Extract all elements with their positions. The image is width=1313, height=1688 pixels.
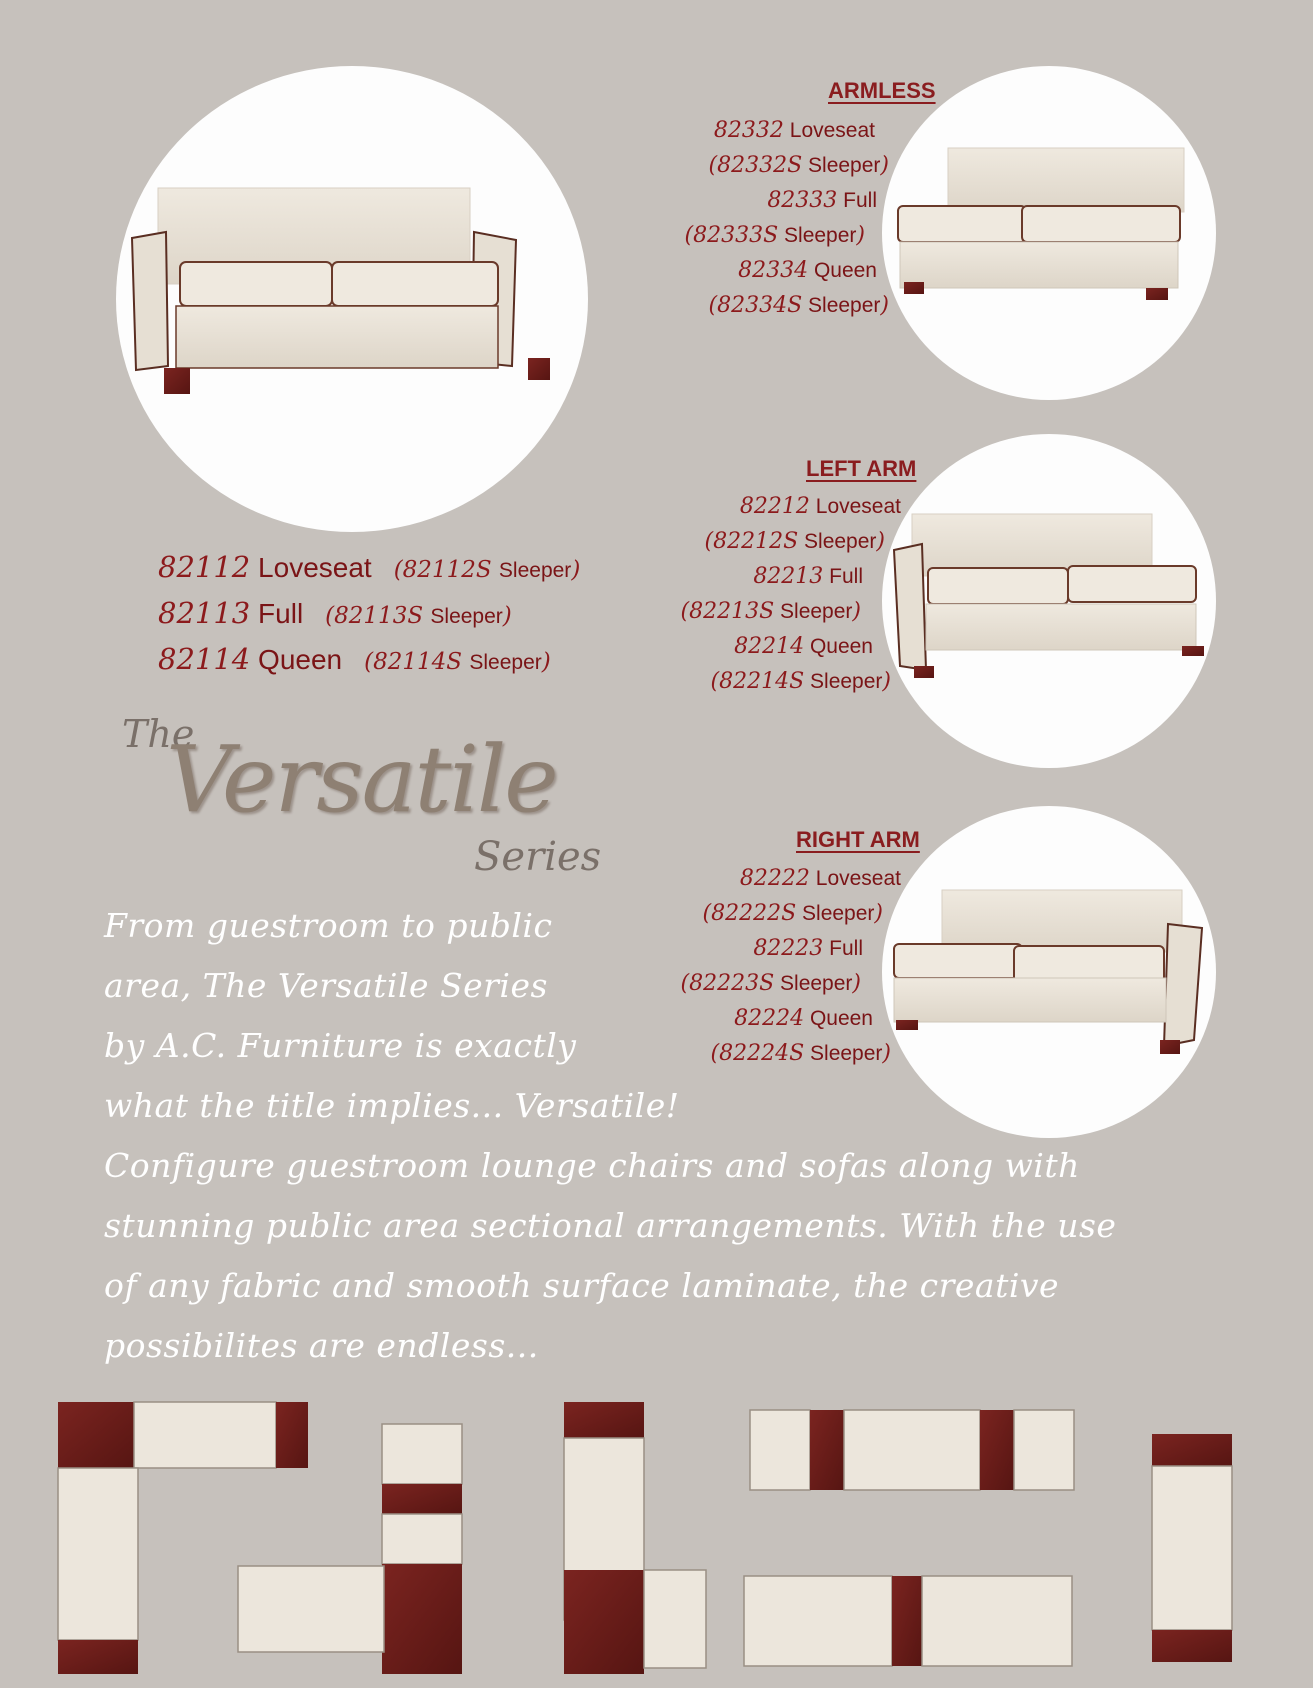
description-line: From guestroom to public [104, 906, 553, 945]
left-arm-heading: LEFT ARM [806, 456, 917, 481]
armless-item: (82333S Sleeper) [684, 223, 865, 248]
armless-item: 82333 Full [767, 188, 877, 213]
left-arm-item: 82213 Full [753, 564, 863, 589]
description-text [104, 896, 1116, 1376]
right-arm-item: (82222S Sleeper) [702, 901, 883, 926]
armless-heading: ARMLESS [828, 78, 936, 103]
description-line: of any fabric and smooth surface laminate, the creative [104, 1266, 1060, 1305]
logo-the: The [122, 712, 195, 756]
armless-item: 82334 Queen [738, 258, 877, 283]
armless-item: (82334S Sleeper) [708, 293, 889, 318]
left-arm-item: 82212 Loveseat [739, 494, 901, 519]
logo-versatile: Versatile [166, 726, 557, 833]
left-arm-photo-circle [882, 434, 1216, 768]
armless-item: 82332 Loveseat [713, 118, 875, 143]
left-arm-image [882, 434, 1216, 768]
main-model-item: 82114 Queen (82114S Sleeper) [158, 642, 551, 676]
armless-photo-circle [882, 66, 1216, 400]
left-arm-item: (82212S Sleeper) [704, 529, 885, 554]
armless-image [882, 66, 1216, 400]
left-arm-item: (82214S Sleeper) [710, 669, 891, 694]
logo-series: Series [474, 834, 602, 880]
right-arm-item: 82224 Queen [734, 1006, 873, 1031]
right-arm-item: (82223S Sleeper) [680, 971, 861, 996]
right-arm-item: 82223 Full [753, 936, 863, 961]
description-line: Configure guestroom lounge chairs and sofas along with [104, 1146, 1080, 1185]
right-arm-item: (82224S Sleeper) [710, 1041, 891, 1066]
right-arm-heading: RIGHT ARM [796, 827, 920, 852]
left-arm-item: (82213S Sleeper) [680, 599, 861, 624]
loveseat-photo-circle [116, 66, 588, 532]
loveseat-image [116, 66, 588, 532]
main-model-item: 82113 Full (82113S Sleeper) [158, 596, 512, 630]
main-model-item: 82112 Loveseat (82112S Sleeper) [158, 550, 581, 584]
armless-item: (82332S Sleeper) [708, 153, 889, 178]
left-arm-item: 82214 Queen [734, 634, 873, 659]
description-line: by A.C. Furniture is exactly [104, 1026, 577, 1065]
description-line: what the title implies... Versatile! [104, 1086, 680, 1125]
description-line: area, The Versatile Series [104, 966, 548, 1005]
configuration-layouts [0, 1388, 1313, 1688]
description-line: possibilites are endless... [104, 1326, 539, 1365]
description-line: stunning public area sectional arrangements. With the use [104, 1206, 1117, 1245]
right-arm-item: 82222 Loveseat [739, 866, 901, 891]
